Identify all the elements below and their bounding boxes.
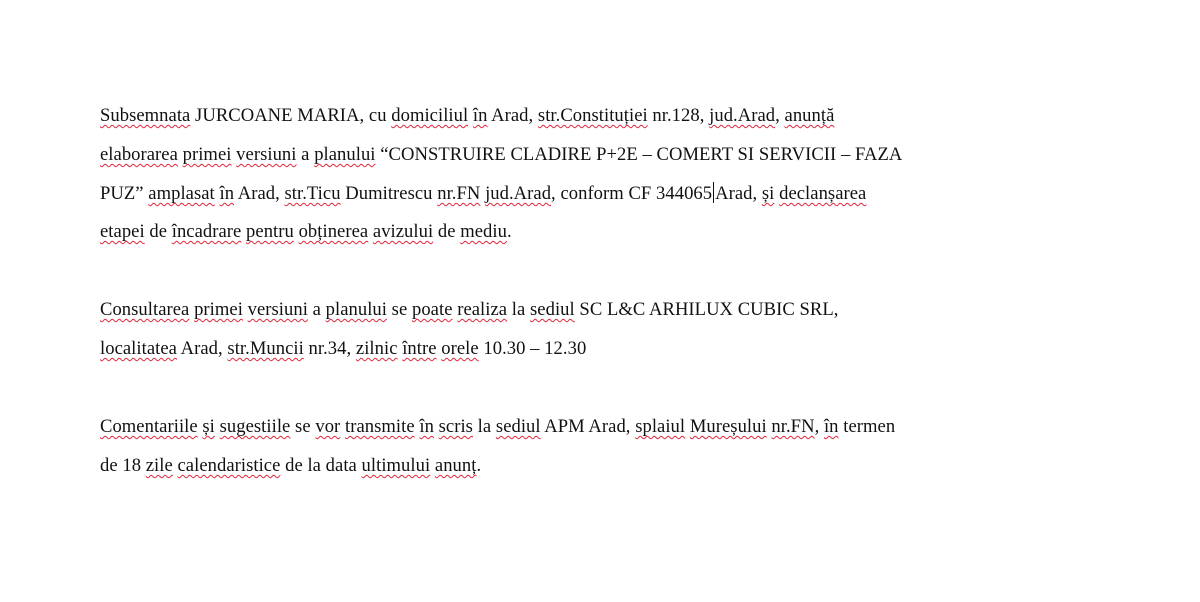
text-run: de 18 [100, 455, 146, 476]
misspelled-word[interactable]: amplasat [148, 183, 215, 204]
text-run: de [144, 221, 172, 242]
misspelled-word[interactable]: ultimului [361, 455, 431, 476]
misspelled-word[interactable]: Mureșului [689, 416, 767, 437]
misspelled-word[interactable]: calendaristice [177, 455, 281, 476]
misspelled-word[interactable]: declanșarea [779, 183, 867, 204]
misspelled-word[interactable]: poate [411, 299, 453, 320]
misspelled-word[interactable]: anunță [784, 105, 835, 126]
text-run: nr.128, [647, 105, 710, 126]
misspelled-word[interactable]: mediu [460, 221, 507, 242]
text-run: Arad, [176, 338, 228, 359]
misspelled-word[interactable]: în [472, 105, 488, 126]
misspelled-word[interactable]: și [202, 416, 215, 437]
misspelled-word[interactable]: planului [325, 299, 387, 320]
text-cursor [713, 182, 714, 203]
misspelled-word[interactable]: nr.FN [437, 183, 481, 204]
text-line[interactable] [100, 105, 834, 127]
misspelled-word[interactable]: jud.Arad [485, 183, 552, 204]
text-run: Dumitrescu [340, 183, 438, 204]
text-run: a [307, 299, 326, 320]
text-run: APM Arad, [540, 416, 636, 437]
misspelled-word[interactable]: str.Muncii [227, 338, 304, 359]
misspelled-word[interactable]: nr.FN [771, 416, 815, 437]
text-line[interactable] [100, 299, 838, 321]
text-run: se [290, 416, 316, 437]
text-run: se [386, 299, 412, 320]
text-line[interactable] [100, 416, 895, 438]
misspelled-word[interactable]: str.Constituției [537, 105, 648, 126]
misspelled-word[interactable]: între [402, 338, 437, 359]
text-line[interactable] [100, 182, 866, 205]
misspelled-word[interactable]: pentru [246, 221, 294, 242]
misspelled-word[interactable]: Consultarea [100, 299, 190, 320]
misspelled-word[interactable]: în [219, 183, 235, 204]
text-run: la [472, 416, 496, 437]
text-run: termen [838, 416, 896, 437]
misspelled-word[interactable]: primei [182, 144, 232, 165]
text-run: , [814, 416, 824, 437]
text-run: 10.30 – 12.30 [478, 338, 587, 359]
misspelled-word[interactable]: splaiul [635, 416, 686, 437]
misspelled-word[interactable]: Comentariile [100, 416, 198, 437]
misspelled-word[interactable]: în [419, 416, 434, 437]
text-run: la [507, 299, 531, 320]
text-run: Arad, [487, 105, 538, 126]
misspelled-word[interactable]: str.Ticu [284, 183, 341, 204]
misspelled-word[interactable]: jud.Arad [709, 105, 776, 126]
text-run: de [433, 221, 461, 242]
misspelled-word[interactable]: sediul [495, 416, 541, 437]
misspelled-word[interactable]: sugestiile [219, 416, 291, 437]
misspelled-word[interactable]: scris [438, 416, 473, 437]
text-run: SC L&C ARHILUX CUBIC SRL, [574, 299, 839, 320]
misspelled-word[interactable]: transmite [345, 416, 415, 437]
text-run: de la data [280, 455, 362, 476]
misspelled-word[interactable]: în [823, 416, 839, 437]
text-run: , conform CF 344065 [551, 183, 713, 204]
text-run: PUZ” [100, 183, 149, 204]
text-run: . [506, 221, 512, 242]
misspelled-word[interactable]: etapei [100, 221, 145, 242]
text-run: . [476, 455, 482, 476]
misspelled-word[interactable]: planului [314, 144, 376, 165]
misspelled-word[interactable]: primei [194, 299, 243, 320]
text-run: a [296, 144, 315, 165]
text-run: Arad, [715, 183, 762, 204]
misspelled-word[interactable]: elaborarea [100, 144, 178, 165]
misspelled-word[interactable]: anunț [434, 455, 477, 476]
misspelled-word[interactable]: încadrare [171, 221, 242, 242]
misspelled-word[interactable]: versiuni [247, 299, 308, 320]
misspelled-word[interactable]: localitatea [100, 338, 177, 359]
text-run: Arad, [234, 183, 285, 204]
text-run: nr.34, [303, 338, 356, 359]
misspelled-word[interactable]: avizului [372, 221, 434, 242]
misspelled-word[interactable]: și [761, 183, 775, 204]
text-run: , [775, 105, 785, 126]
misspelled-word[interactable]: Subsemnata [100, 105, 191, 126]
misspelled-word[interactable]: zile [145, 455, 173, 476]
text-run: “CONSTRUIRE CLADIRE P+2E – COMERT SI SERVICII – FAZA [375, 144, 903, 165]
misspelled-word[interactable]: vor [315, 416, 341, 437]
text-line[interactable] [100, 338, 586, 360]
misspelled-word[interactable]: sediul [530, 299, 575, 320]
text-line[interactable] [100, 144, 902, 166]
misspelled-word[interactable]: obținerea [298, 221, 369, 242]
misspelled-word[interactable]: versiuni [236, 144, 297, 165]
text-run: JURCOANE MARIA, cu [190, 105, 392, 126]
misspelled-word[interactable]: orele [441, 338, 479, 359]
misspelled-word[interactable]: zilnic [355, 338, 398, 359]
text-line[interactable] [100, 455, 481, 477]
misspelled-word[interactable]: domiciliul [391, 105, 469, 126]
text-line[interactable] [100, 221, 512, 243]
misspelled-word[interactable]: realiza [457, 299, 508, 320]
